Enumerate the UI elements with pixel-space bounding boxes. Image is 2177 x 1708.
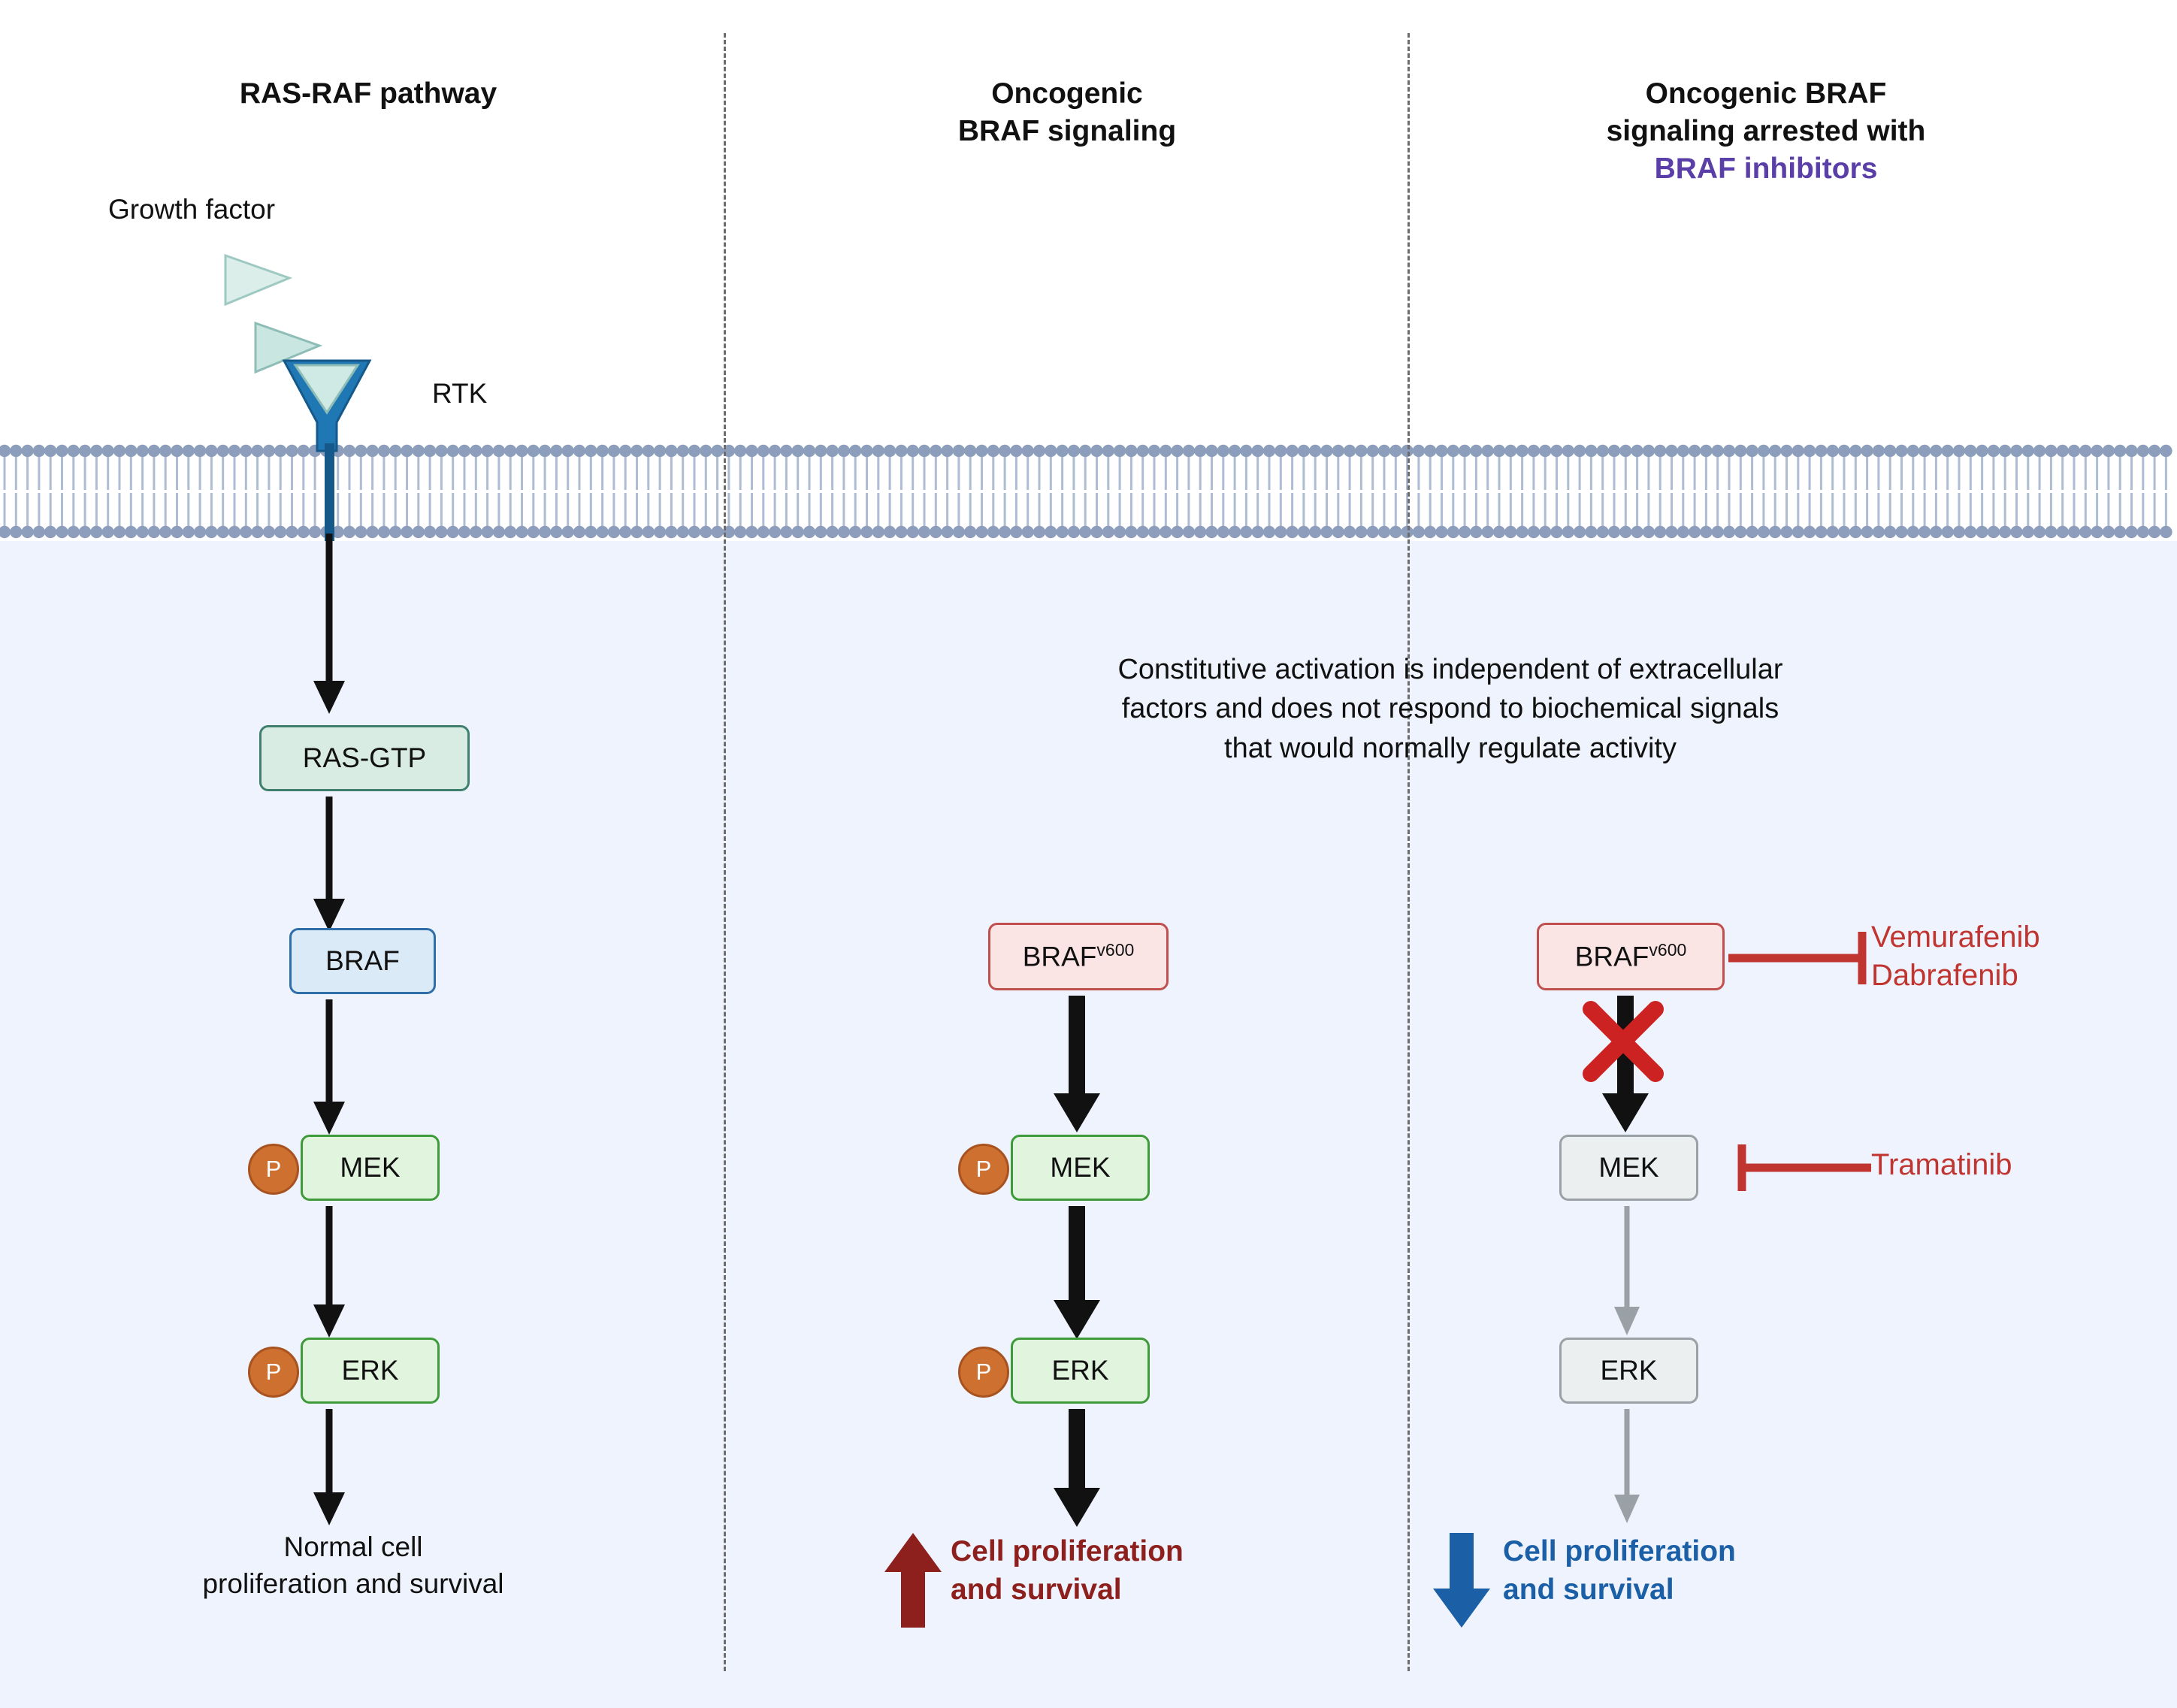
node-braf-label: BRAF bbox=[325, 945, 400, 976]
outcome-increased-proliferation bbox=[951, 1533, 1184, 1609]
drug-label-mek-inhibitor bbox=[1871, 1146, 2012, 1184]
node-braf-v600-inhibited-base: BRAF bbox=[1574, 941, 1649, 972]
drug-dabrafenib: Dabrafenib bbox=[1871, 959, 2018, 993]
outcome-up-line1: Cell proliferation bbox=[951, 1535, 1184, 1567]
phosphate-icon bbox=[248, 1144, 299, 1195]
node-ras-gtp[interactable] bbox=[259, 725, 470, 791]
receptor-transmembrane-stem bbox=[325, 443, 334, 541]
arrow-braf-to-mek-thick bbox=[1052, 996, 1105, 1138]
node-braf-v600-label bbox=[1023, 940, 1135, 972]
arrow-erk-to-outcome-thick bbox=[1052, 1409, 1105, 1533]
inhibition-bar-icon bbox=[1728, 1138, 1871, 1199]
node-braf[interactable] bbox=[289, 928, 436, 994]
arrow-braf-to-mek bbox=[308, 999, 353, 1142]
column-title-oncogenic-braf bbox=[766, 75, 1368, 150]
phosphate-label: P bbox=[975, 1359, 992, 1385]
phosphate-label: P bbox=[265, 1359, 282, 1385]
node-mek-inhibited[interactable] bbox=[1559, 1135, 1698, 1201]
outcome-down-line2: and survival bbox=[1503, 1573, 1674, 1606]
rtk-label: RTK bbox=[432, 378, 488, 409]
column2-title-line1: Oncogenic bbox=[991, 77, 1143, 110]
node-erk[interactable] bbox=[301, 1338, 440, 1404]
node-braf-v600-inhibited[interactable] bbox=[1537, 923, 1725, 990]
column-divider-2 bbox=[1407, 33, 1410, 1671]
node-mek[interactable] bbox=[301, 1135, 440, 1201]
rtk-receptor-icon bbox=[195, 233, 511, 451]
outcome-up-line2: and survival bbox=[951, 1573, 1122, 1606]
column3-title-line1: Oncogenic BRAF bbox=[1645, 77, 1887, 110]
drug-tramatinib: Tramatinib bbox=[1871, 1148, 2012, 1181]
drug-vemurafenib: Vemurafenib bbox=[1871, 921, 2040, 954]
arrow-receptor-to-ras bbox=[308, 534, 353, 721]
phosphate-label: P bbox=[975, 1156, 992, 1182]
column2-title-line2: BRAF signaling bbox=[957, 114, 1177, 147]
inhibition-bar-icon bbox=[1728, 924, 1871, 993]
block-x-icon bbox=[1574, 996, 1680, 1093]
column3-title-line3: BRAF inhibitors bbox=[1654, 152, 1878, 185]
note-line2: factors and does not respond to biochemical signals bbox=[1121, 693, 1779, 725]
outcome-decreased-proliferation bbox=[1503, 1533, 1736, 1609]
outcome-normal-line1: Normal cell bbox=[283, 1531, 423, 1562]
node-erk-oncogenic-label: ERK bbox=[1051, 1355, 1109, 1386]
phosphate-icon bbox=[958, 1347, 1009, 1398]
node-braf-v600-sup: v600 bbox=[1096, 940, 1135, 960]
constitutive-activation-note bbox=[751, 650, 2149, 768]
note-line3: that would normally regulate activity bbox=[1224, 732, 1677, 764]
up-arrow-icon bbox=[883, 1533, 943, 1631]
node-braf-v600-oncogenic[interactable] bbox=[988, 923, 1169, 990]
outcome-down-line1: Cell proliferation bbox=[1503, 1535, 1736, 1567]
node-braf-v600-inhibited-label bbox=[1575, 940, 1687, 972]
node-ras-gtp-label: RAS-GTP bbox=[302, 742, 427, 773]
node-mek-inhibited-label: MEK bbox=[1598, 1152, 1659, 1183]
node-mek-label: MEK bbox=[340, 1152, 401, 1183]
node-erk-oncogenic[interactable] bbox=[1011, 1338, 1150, 1404]
column-title-ras-raf: RAS-RAF pathway bbox=[239, 77, 497, 110]
arrow-mek-to-erk-faded bbox=[1604, 1206, 1649, 1345]
arrow-ras-to-braf bbox=[308, 797, 353, 939]
phosphate-label: P bbox=[265, 1156, 282, 1182]
node-erk-inhibited[interactable] bbox=[1559, 1338, 1698, 1404]
outcome-normal-line2: proliferation and survival bbox=[202, 1567, 504, 1599]
column3-title-line2: signaling arrested with bbox=[1606, 114, 1926, 147]
down-arrow-icon bbox=[1432, 1533, 1492, 1631]
drug-label-braf-inhibitors bbox=[1871, 918, 2040, 995]
node-braf-v600-inhibited-sup: v600 bbox=[1649, 940, 1687, 960]
node-erk-label: ERK bbox=[341, 1355, 399, 1386]
arrow-erk-to-outcome bbox=[308, 1409, 353, 1533]
node-mek-oncogenic[interactable] bbox=[1011, 1135, 1150, 1201]
node-mek-oncogenic-label: MEK bbox=[1050, 1152, 1111, 1183]
column-divider-1 bbox=[724, 33, 726, 1671]
column-title-braf-inhibitors bbox=[1420, 75, 2112, 188]
arrow-mek-to-erk-thick bbox=[1052, 1206, 1105, 1345]
node-braf-v600-base: BRAF bbox=[1022, 941, 1097, 972]
growth-factor-label: Growth factor bbox=[107, 194, 276, 225]
phosphate-icon bbox=[248, 1347, 299, 1398]
note-line1: Constitutive activation is independent of extracellular bbox=[1117, 654, 1783, 685]
arrow-mek-to-erk bbox=[308, 1206, 353, 1345]
node-erk-inhibited-label: ERK bbox=[1600, 1355, 1658, 1386]
phosphate-icon bbox=[958, 1144, 1009, 1195]
outcome-normal bbox=[23, 1529, 684, 1603]
arrow-erk-to-outcome-faded bbox=[1604, 1409, 1649, 1533]
